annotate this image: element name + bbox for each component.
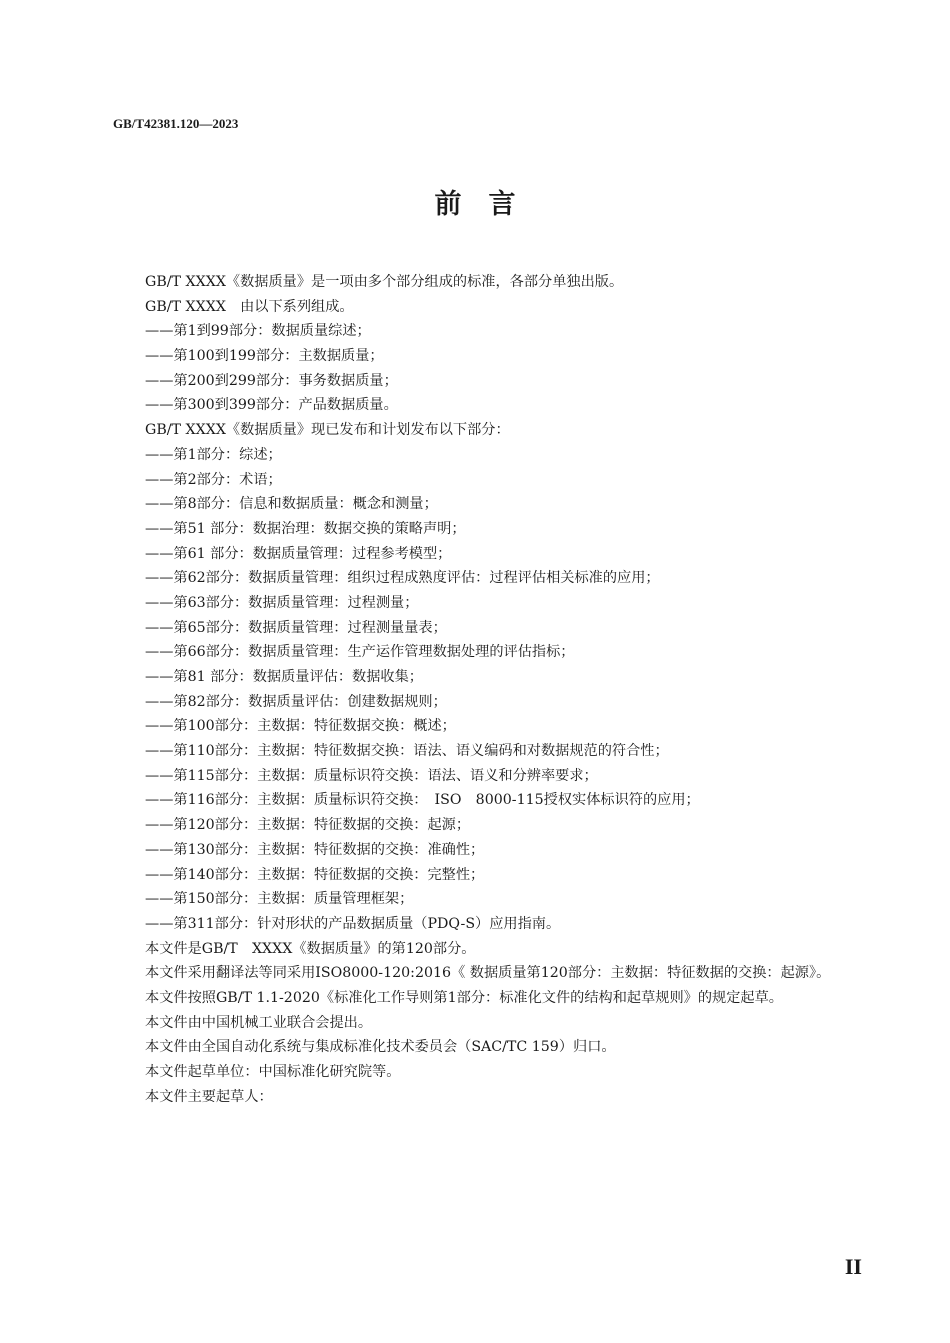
- list-item: ——第110部分：主数据：特征数据交换：语法、语义编码和对数据规范的符合性；: [145, 743, 669, 760]
- list-item: ——第116部分：主数据：质量标识符交换： ISO 8000-115授权实体标识符的应用；: [145, 792, 700, 809]
- list-item: ——第63部分：数据质量管理：过程测量；: [145, 594, 419, 611]
- list-item: ——第82部分：数据质量评估：创建数据规则；: [145, 693, 447, 710]
- list-item: ——第8部分：信息和数据质量：概念和测量；: [145, 496, 438, 513]
- list-item: ——第1到99部分：数据质量综述；: [145, 323, 371, 340]
- list-item: ——第200到299部分：事务数据质量；: [145, 372, 398, 389]
- text-line: 本文件主要起草人：: [145, 1088, 273, 1105]
- list-item: ——第120部分：主数据：特征数据的交换：起源；: [145, 817, 471, 834]
- page-title: 前 言: [434, 189, 516, 220]
- text-line: GB/T XXXX 由以下系列组成。: [145, 298, 354, 315]
- list-item: ——第311部分：针对形状的产品数据质量（PDQ-S）应用指南。: [145, 915, 561, 932]
- list-item: ——第66部分：数据质量管理：生产运作管理数据处理的评估指标；: [145, 644, 575, 661]
- list-item: ——第1部分：综述；: [145, 446, 282, 463]
- list-item: ——第130部分：主数据：特征数据的交换：准确性；: [145, 841, 485, 858]
- list-item: ——第100到199部分：主数据质量；: [145, 348, 384, 365]
- list-item: ——第115部分：主数据：质量标识符交换：语法、语义和分辨率要求；: [145, 767, 598, 784]
- list-item: ——第61 部分：数据质量管理：过程参考模型；: [145, 545, 452, 562]
- list-item: ——第300到399部分：产品数据质量。: [145, 397, 398, 414]
- foreword-body: [113, 270, 858, 1109]
- list-item: ——第100部分：主数据：特征数据交换：概述；: [145, 718, 456, 735]
- text-line: GB/T XXXX《数据质量》现已发布和计划发布以下部分：: [145, 422, 510, 439]
- page-number: II: [844, 1254, 862, 1279]
- list-item: ——第150部分：主数据：质量管理框架；: [145, 891, 414, 908]
- text-line: 本文件是GB/T XXXX《数据质量》的第120部分。: [145, 940, 476, 957]
- standard-code: GB/T42381.120—2023: [113, 116, 239, 131]
- list-item: ——第2部分：术语；: [145, 471, 282, 488]
- text-line: GB/T XXXX《数据质量》是一项由多个部分组成的标准，各部分单独出版。: [145, 274, 624, 290]
- list-item: ——第62部分：数据质量管理：组织过程成熟度评估：过程评估相关标准的应用；: [145, 570, 660, 587]
- text-line: 本文件由全国自动化系统与集成标准化技术委员会（SAC/TC 159）归口。: [145, 1039, 616, 1056]
- list-item: ——第81 部分：数据质量评估：数据收集；: [145, 669, 423, 685]
- text-line: 本文件起草单位：中国标准化研究院等。: [145, 1064, 401, 1081]
- list-item: ——第65部分：数据质量管理：过程测量量表；: [145, 619, 447, 636]
- drafting-paragraph: 本文件按照GB/T 1.1-2020《标准化工作导则第1部分：标准化文件的结构和起草规则》的规定起草。: [145, 989, 783, 1006]
- text-line: 本文件由中国机械工业联合会提出。: [145, 1014, 373, 1031]
- list-item: ——第51 部分：数据治理：数据交换的策略声明；: [145, 520, 466, 537]
- adoption-paragraph: 本文件采用翻译法等同采用ISO8000-120:2016《 数据质量第120部分：主数据：特征数据的交换：起源》。: [145, 965, 831, 982]
- list-item: ——第140部分：主数据：特征数据的交换：完整性；: [145, 866, 485, 883]
